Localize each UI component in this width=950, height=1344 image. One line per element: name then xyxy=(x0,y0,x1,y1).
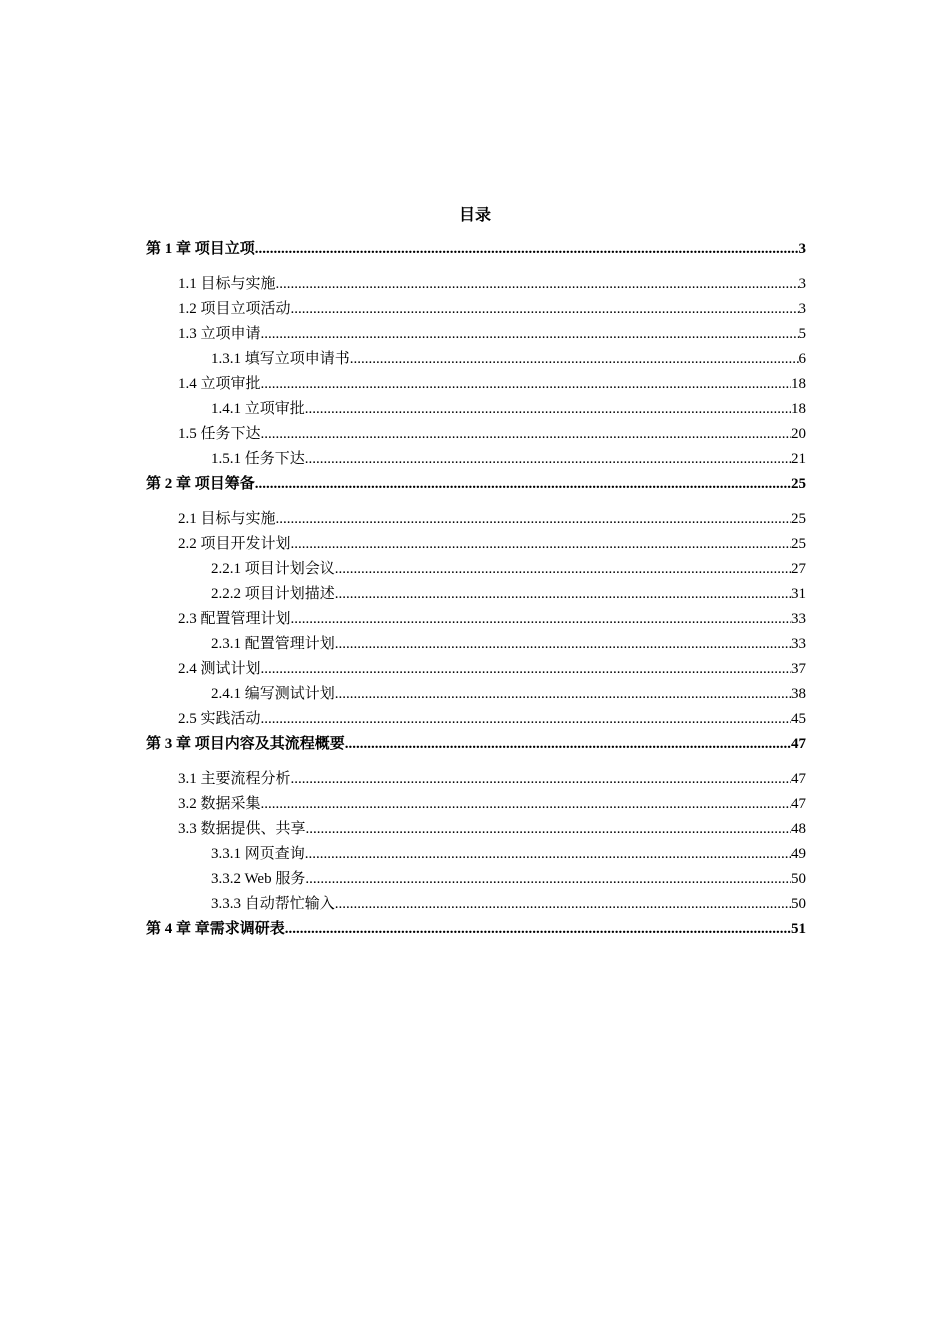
toc-section-entry[interactable] xyxy=(146,657,806,682)
toc-dot-leader xyxy=(261,707,791,732)
toc-entry-label: 1.5.1 任务下达 xyxy=(211,451,305,467)
toc-entry-label: 1.3.1 填写立项申请书 xyxy=(211,351,350,367)
toc-chapter-entry[interactable] xyxy=(146,732,806,757)
toc-entry-label: 2.3.1 配置管理计划 xyxy=(211,636,335,652)
toc-subsection-entry[interactable] xyxy=(146,682,806,707)
toc-entry-page-number: 33 xyxy=(791,636,806,652)
toc-entry-page-number: 51 xyxy=(791,921,806,937)
toc-entry-label: 3.2 数据采集 xyxy=(178,796,261,812)
toc-dot-leader xyxy=(291,297,799,322)
toc-subsection-entry[interactable] xyxy=(146,892,806,917)
toc-entry-page-number: 25 xyxy=(791,511,806,527)
toc-entry-page-number: 33 xyxy=(791,611,806,627)
toc-entry-label: 3.3 数据提供、共享 xyxy=(178,821,306,837)
toc-dot-leader xyxy=(291,767,791,792)
toc-entry-page-number: 47 xyxy=(791,771,806,787)
toc-dot-leader xyxy=(305,867,791,892)
toc-section-entry[interactable] xyxy=(146,372,806,397)
toc-entry-page-number: 37 xyxy=(791,661,806,677)
toc-entry-label: 1.5 任务下达 xyxy=(178,426,261,442)
toc-subsection-entry[interactable] xyxy=(146,397,806,422)
toc-entry-label: 3.3.2 Web 服务 xyxy=(211,871,306,887)
toc-dot-leader xyxy=(305,397,791,422)
toc-entry-label: 3.1 主要流程分析 xyxy=(178,771,291,787)
table-of-contents xyxy=(146,237,806,942)
toc-entry-label: 2.1 目标与实施 xyxy=(178,511,276,527)
toc-dot-leader xyxy=(335,682,791,707)
toc-entry-label: 1.1 目标与实施 xyxy=(178,276,276,292)
toc-dot-leader xyxy=(261,792,791,817)
toc-section-entry[interactable] xyxy=(146,272,806,297)
toc-entry-label: 3.3.3 自动帮忙输入 xyxy=(211,896,335,912)
toc-section-entry[interactable] xyxy=(146,322,806,347)
toc-entry-page-number: 50 xyxy=(791,871,806,887)
toc-entry-label: 2.5 实践活动 xyxy=(178,711,261,727)
toc-chapter-entry[interactable] xyxy=(146,917,806,942)
toc-entry-label: 2.2 项目开发计划 xyxy=(178,536,291,552)
toc-section-entry[interactable] xyxy=(146,607,806,632)
toc-entry-label: 2.2.1 项目计划会议 xyxy=(211,561,335,577)
toc-dot-leader xyxy=(335,582,791,607)
toc-dot-leader xyxy=(305,842,791,867)
toc-entry-page-number: 25 xyxy=(791,476,806,492)
toc-entry-label: 3.3.1 网页查询 xyxy=(211,846,305,862)
toc-entry-page-number: 50 xyxy=(791,896,806,912)
toc-subsection-entry[interactable] xyxy=(146,347,806,372)
toc-dot-leader xyxy=(335,557,791,582)
toc-entry-page-number: 25 xyxy=(791,536,806,552)
toc-entry-page-number: 49 xyxy=(791,846,806,862)
toc-entry-page-number: 3 xyxy=(798,301,806,317)
toc-chapter-entry[interactable] xyxy=(146,472,806,497)
toc-dot-leader xyxy=(261,322,799,347)
toc-section-entry[interactable] xyxy=(146,422,806,447)
toc-entry-label: 1.3 立项申请 xyxy=(178,326,261,342)
toc-subsection-entry[interactable] xyxy=(146,842,806,867)
toc-entry-page-number: 5 xyxy=(798,326,806,342)
toc-title: 目录 xyxy=(458,207,491,224)
toc-entry-label: 第 2 章 项目筹备 xyxy=(146,476,255,492)
toc-subsection-entry[interactable] xyxy=(146,582,806,607)
toc-entry-label: 第 4 章 章需求调研表 xyxy=(146,921,285,937)
toc-section-entry[interactable] xyxy=(146,707,806,732)
toc-entry-page-number: 3 xyxy=(798,276,806,292)
toc-subsection-entry[interactable] xyxy=(146,447,806,472)
toc-dot-leader xyxy=(261,657,791,682)
toc-entry-page-number: 47 xyxy=(791,736,806,752)
toc-entry-label: 2.2.2 项目计划描述 xyxy=(211,586,335,602)
toc-entry-page-number: 48 xyxy=(791,821,806,837)
toc-entry-label: 第 1 章 项目立项 xyxy=(146,241,255,257)
toc-subsection-entry[interactable] xyxy=(146,632,806,657)
toc-entry-page-number: 20 xyxy=(791,426,806,442)
toc-entry-label: 1.2 项目立项活动 xyxy=(178,301,291,317)
toc-subsection-entry[interactable] xyxy=(146,557,806,582)
toc-entry-page-number: 3 xyxy=(798,241,806,257)
toc-dot-leader xyxy=(345,732,791,757)
toc-entry-page-number: 18 xyxy=(791,376,806,392)
toc-entry-label: 1.4 立项审批 xyxy=(178,376,261,392)
toc-entry-page-number: 31 xyxy=(791,586,806,602)
toc-dot-leader xyxy=(285,917,791,942)
toc-section-entry[interactable] xyxy=(146,792,806,817)
toc-dot-leader xyxy=(305,447,791,472)
toc-dot-leader xyxy=(306,817,791,842)
toc-section-entry[interactable] xyxy=(146,817,806,842)
toc-dot-leader xyxy=(350,347,799,372)
toc-dot-leader xyxy=(261,372,791,397)
toc-chapter-entry[interactable] xyxy=(146,237,806,262)
toc-entry-label: 2.4 测试计划 xyxy=(178,661,261,677)
toc-entry-label: 1.4.1 立项审批 xyxy=(211,401,305,417)
toc-entry-page-number: 21 xyxy=(791,451,806,467)
toc-dot-leader xyxy=(255,237,799,262)
toc-section-entry[interactable] xyxy=(146,297,806,322)
toc-dot-leader xyxy=(291,607,791,632)
toc-entry-page-number: 47 xyxy=(791,796,806,812)
toc-dot-leader xyxy=(291,532,791,557)
toc-entry-label: 2.3 配置管理计划 xyxy=(178,611,291,627)
toc-section-entry[interactable] xyxy=(146,532,806,557)
toc-entry-page-number: 6 xyxy=(798,351,806,367)
toc-entry-label: 第 3 章 项目内容及其流程概要 xyxy=(146,736,345,752)
toc-dot-leader xyxy=(255,472,791,497)
toc-entry-page-number: 18 xyxy=(791,401,806,417)
toc-dot-leader xyxy=(261,422,791,447)
toc-dot-leader xyxy=(335,892,791,917)
toc-section-entry[interactable] xyxy=(146,507,806,532)
toc-section-entry[interactable] xyxy=(146,767,806,792)
toc-dot-leader xyxy=(276,272,799,297)
toc-entry-page-number: 45 xyxy=(791,711,806,727)
toc-entry-page-number: 38 xyxy=(791,686,806,702)
toc-dot-leader xyxy=(276,507,791,532)
toc-dot-leader xyxy=(335,632,791,657)
toc-subsection-entry[interactable] xyxy=(146,867,806,892)
toc-entry-page-number: 27 xyxy=(791,561,806,577)
toc-entry-label: 2.4.1 编写测试计划 xyxy=(211,686,335,702)
